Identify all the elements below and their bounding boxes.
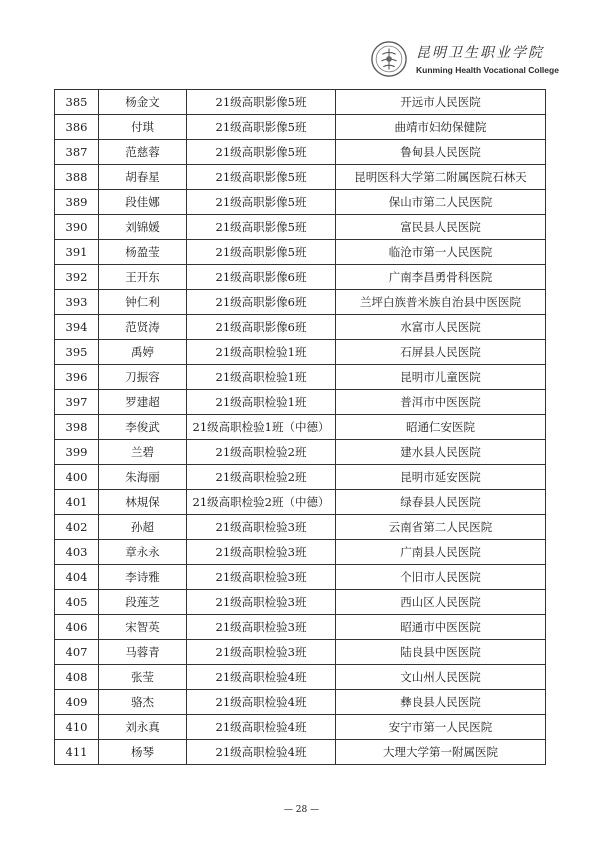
row-number-cell: 388 [55, 165, 99, 190]
college-logo-block [370, 40, 575, 84]
row-number-cell: 403 [55, 540, 99, 565]
class-name-cell: 21级高职检验2班（中德） [187, 490, 336, 515]
class-name-cell: 21级高职检验1班 [187, 340, 336, 365]
row-number-cell: 391 [55, 240, 99, 265]
hospital-name-cell: 曲靖市妇幼保健院 [336, 115, 546, 140]
row-number-cell: 386 [55, 115, 99, 140]
hospital-name-cell: 富民县人民医院 [336, 215, 546, 240]
hospital-name-cell: 昆明医科大学第二附属医院石林天 [336, 165, 546, 190]
row-number-cell: 392 [55, 265, 99, 290]
college-name-en: Kunming Health Vocational College [416, 65, 559, 75]
student-name-cell: 刘锦媛 [99, 215, 187, 240]
table-row [55, 640, 546, 665]
table-row [55, 290, 546, 315]
table-row [55, 90, 546, 115]
row-number-cell: 408 [55, 665, 99, 690]
table-row [55, 540, 546, 565]
class-name-cell: 21级高职影像5班 [187, 165, 336, 190]
class-name-cell: 21级高职检验1班（中德） [187, 415, 336, 440]
row-number-cell: 395 [55, 340, 99, 365]
table-row [55, 615, 546, 640]
student-placement-table [54, 89, 546, 765]
class-name-cell: 21级高职影像5班 [187, 115, 336, 140]
class-name-cell: 21级高职检验3班 [187, 515, 336, 540]
hospital-name-cell: 保山市第二人民医院 [336, 190, 546, 215]
class-name-cell: 21级高职影像6班 [187, 265, 336, 290]
table-body [55, 90, 546, 765]
class-name-cell: 21级高职检验4班 [187, 740, 336, 765]
class-name-cell: 21级高职影像5班 [187, 215, 336, 240]
row-number-cell: 410 [55, 715, 99, 740]
table-row [55, 490, 546, 515]
table-row [55, 165, 546, 190]
student-name-cell: 朱海丽 [99, 465, 187, 490]
row-number-cell: 399 [55, 440, 99, 465]
student-name-cell: 张莹 [99, 665, 187, 690]
class-name-cell: 21级高职检验3班 [187, 615, 336, 640]
college-seal-icon [370, 40, 408, 78]
class-name-cell: 21级高职检验4班 [187, 715, 336, 740]
hospital-name-cell: 西山区人民医院 [336, 590, 546, 615]
row-number-cell: 401 [55, 490, 99, 515]
class-name-cell: 21级高职检验3班 [187, 540, 336, 565]
table-row [55, 265, 546, 290]
student-name-cell: 王开东 [99, 265, 187, 290]
table-row [55, 215, 546, 240]
class-name-cell: 21级高职检验3班 [187, 565, 336, 590]
student-name-cell: 段莲芝 [99, 590, 187, 615]
student-name-cell: 章永永 [99, 540, 187, 565]
hospital-name-cell: 广南李昌勇骨科医院 [336, 265, 546, 290]
student-name-cell: 李诗雅 [99, 565, 187, 590]
page-number: — 28 — [283, 805, 320, 815]
table-row [55, 690, 546, 715]
hospital-name-cell: 文山州人民医院 [336, 665, 546, 690]
hospital-name-cell: 彝良县人民医院 [336, 690, 546, 715]
student-name-cell: 罗建超 [99, 390, 187, 415]
student-name-cell: 刘永真 [99, 715, 187, 740]
table-row [55, 565, 546, 590]
row-number-cell: 394 [55, 315, 99, 340]
table-row [55, 665, 546, 690]
row-number-cell: 405 [55, 590, 99, 615]
student-name-cell: 范贤涛 [99, 315, 187, 340]
class-name-cell: 21级高职影像5班 [187, 240, 336, 265]
table-row [55, 340, 546, 365]
hospital-name-cell: 安宁市第一人民医院 [336, 715, 546, 740]
row-number-cell: 402 [55, 515, 99, 540]
hospital-name-cell: 广南县人民医院 [336, 540, 546, 565]
row-number-cell: 393 [55, 290, 99, 315]
student-name-cell: 刀振容 [99, 365, 187, 390]
student-name-cell: 杨盈莹 [99, 240, 187, 265]
hospital-name-cell: 鲁甸县人民医院 [336, 140, 546, 165]
row-number-cell: 385 [55, 90, 99, 115]
table-row [55, 440, 546, 465]
hospital-name-cell: 兰坪白族普米族自治县中医医院 [336, 290, 546, 315]
hospital-name-cell: 临沧市第一人民医院 [336, 240, 546, 265]
hospital-name-cell: 云南省第二人民医院 [336, 515, 546, 540]
row-number-cell: 389 [55, 190, 99, 215]
student-name-cell: 段佳娜 [99, 190, 187, 215]
row-number-cell: 406 [55, 615, 99, 640]
hospital-name-cell: 水富市人民医院 [336, 315, 546, 340]
student-name-cell: 孙超 [99, 515, 187, 540]
hospital-name-cell: 昭通仁安医院 [336, 415, 546, 440]
student-name-cell: 宋智英 [99, 615, 187, 640]
class-name-cell: 21级高职检验1班 [187, 365, 336, 390]
row-number-cell: 404 [55, 565, 99, 590]
table-row [55, 465, 546, 490]
hospital-name-cell: 建水县人民医院 [336, 440, 546, 465]
student-name-cell: 胡春星 [99, 165, 187, 190]
table-row [55, 715, 546, 740]
row-number-cell: 407 [55, 640, 99, 665]
student-name-cell: 杨琴 [99, 740, 187, 765]
hospital-name-cell: 陆良县中医医院 [336, 640, 546, 665]
student-name-cell: 骆杰 [99, 690, 187, 715]
hospital-name-cell: 昆明市延安医院 [336, 465, 546, 490]
class-name-cell: 21级高职影像5班 [187, 90, 336, 115]
student-name-cell: 付琪 [99, 115, 187, 140]
hospital-name-cell: 昆明市儿童医院 [336, 365, 546, 390]
class-name-cell: 21级高职检验4班 [187, 690, 336, 715]
row-number-cell: 387 [55, 140, 99, 165]
table-row [55, 515, 546, 540]
hospital-name-cell: 石屏县人民医院 [336, 340, 546, 365]
row-number-cell: 397 [55, 390, 99, 415]
row-number-cell: 396 [55, 365, 99, 390]
student-name-cell: 杨金文 [99, 90, 187, 115]
class-name-cell: 21级高职检验2班 [187, 440, 336, 465]
college-name-cn: 昆明卫生职业学院 [416, 45, 544, 61]
hospital-name-cell: 大理大学第一附属医院 [336, 740, 546, 765]
row-number-cell: 400 [55, 465, 99, 490]
class-name-cell: 21级高职影像6班 [187, 315, 336, 340]
page-header [0, 0, 603, 80]
student-name-cell: 禹婷 [99, 340, 187, 365]
table-row [55, 740, 546, 765]
class-name-cell: 21级高职检验4班 [187, 665, 336, 690]
student-name-cell: 钟仁利 [99, 290, 187, 315]
table-row [55, 390, 546, 415]
class-name-cell: 21级高职检验3班 [187, 590, 336, 615]
student-name-cell: 范慈蓉 [99, 140, 187, 165]
table-row [55, 365, 546, 390]
table-row [55, 140, 546, 165]
row-number-cell: 398 [55, 415, 99, 440]
hospital-name-cell: 昭通市中医医院 [336, 615, 546, 640]
hospital-name-cell: 个旧市人民医院 [336, 565, 546, 590]
row-number-cell: 409 [55, 690, 99, 715]
student-name-cell: 马蓉青 [99, 640, 187, 665]
table-row [55, 115, 546, 140]
class-name-cell: 21级高职影像6班 [187, 290, 336, 315]
class-name-cell: 21级高职检验3班 [187, 640, 336, 665]
class-name-cell: 21级高职影像5班 [187, 140, 336, 165]
table-row [55, 590, 546, 615]
row-number-cell: 411 [55, 740, 99, 765]
class-name-cell: 21级高职影像5班 [187, 190, 336, 215]
hospital-name-cell: 绿春县人民医院 [336, 490, 546, 515]
table-row [55, 315, 546, 340]
student-name-cell: 李俊武 [99, 415, 187, 440]
hospital-name-cell: 开远市人民医院 [336, 90, 546, 115]
table-row [55, 190, 546, 215]
row-number-cell: 390 [55, 215, 99, 240]
student-name-cell: 林規保 [99, 490, 187, 515]
student-name-cell: 兰碧 [99, 440, 187, 465]
class-name-cell: 21级高职检验2班 [187, 465, 336, 490]
hospital-name-cell: 普洱市中医医院 [336, 390, 546, 415]
class-name-cell: 21级高职检验1班 [187, 390, 336, 415]
table-row [55, 240, 546, 265]
table-row [55, 415, 546, 440]
